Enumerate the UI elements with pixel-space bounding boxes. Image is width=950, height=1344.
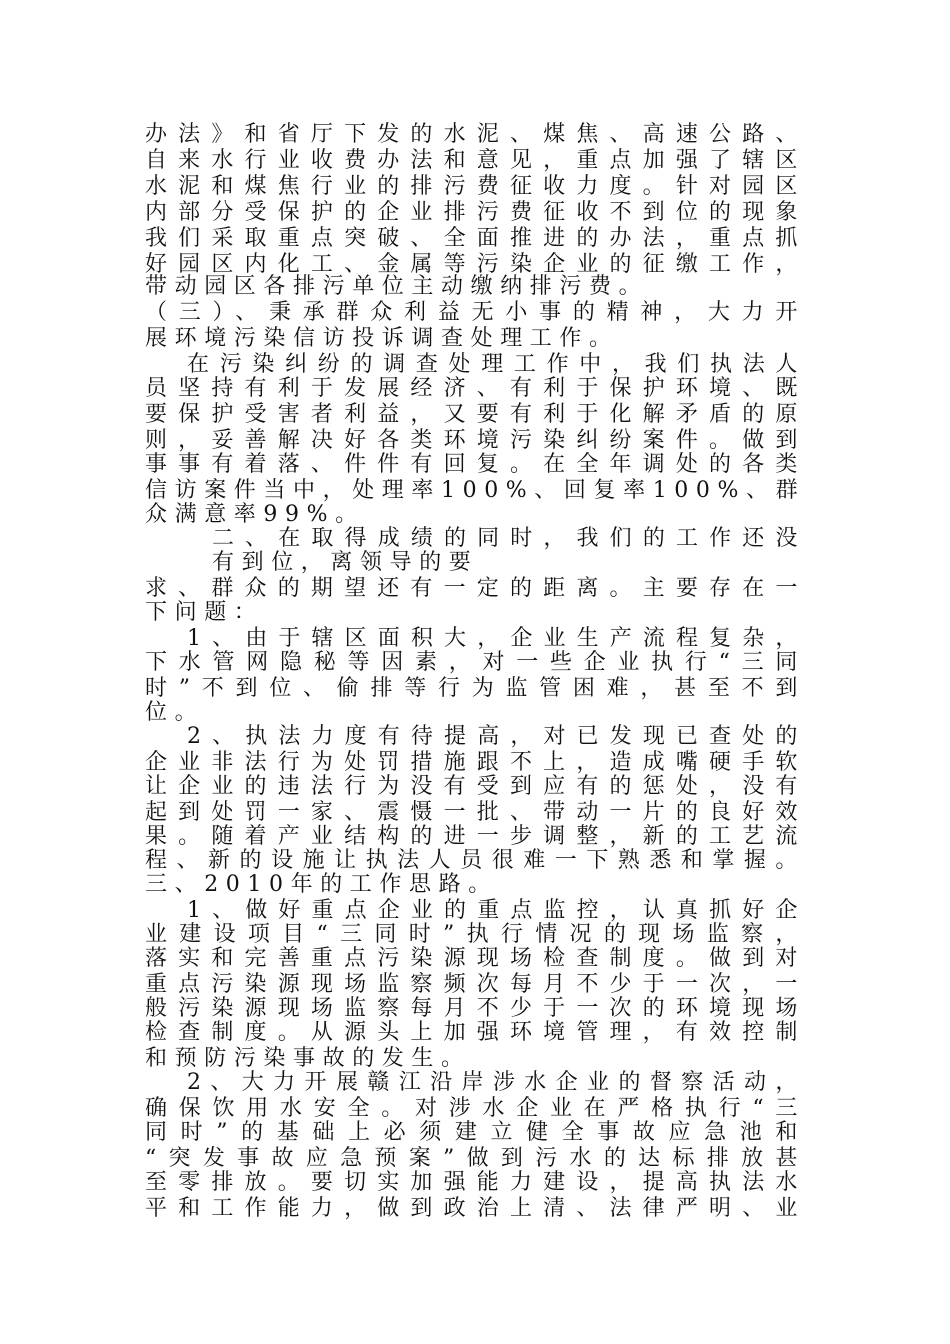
text-line: 平和工作能力，做到政治上清、法律严明、业 bbox=[145, 1196, 805, 1221]
text-line: 和预防污染事故的发生。 bbox=[145, 1046, 471, 1071]
text-line: 内部分受保护的企业排污费征收不到位的现象 bbox=[145, 200, 805, 225]
text-line: 好园区内化工、金属等污染企业的征缴工作， bbox=[145, 252, 805, 277]
text-line: 自来水行业收费办法和意见，重点加强了辖区 bbox=[145, 148, 805, 173]
section-heading: 二、在取得成绩的同时，我们的工作还没 bbox=[212, 526, 805, 551]
section-heading: 有到位，离领导的要 bbox=[212, 550, 479, 575]
text-line: 同时”的基础上必须建立健全事故应急池和 bbox=[145, 1120, 805, 1145]
text-line: 要保护受害者利益，又要有利于化解矛盾的原 bbox=[145, 402, 805, 427]
section-heading: 展环境污染信访投诉调查处理工作。 bbox=[145, 326, 619, 351]
text-line: 让企业的违法行为没有受到应有的惩处，没有 bbox=[145, 774, 805, 799]
text-line: 企业非法行为处罚措施跟不上，造成嘴硬手软 bbox=[145, 750, 805, 775]
text-line: 落实和完善重点污染源现场检查制度。做到对 bbox=[145, 946, 805, 971]
text-line: 水泥和煤焦行业的排污费征收力度。针对园区 bbox=[145, 174, 805, 199]
text-line: 重点污染源现场监察频次每月不少于一次，一 bbox=[145, 972, 805, 997]
text-line: 带动园区各排污单位主动缴纳排污费。 bbox=[145, 274, 649, 299]
text-line: 果。随着产业结构的进一步调整，新的工艺流 bbox=[145, 824, 805, 849]
text-line: 时”不到位、偷排等行为监管困难，甚至不到 bbox=[145, 676, 805, 701]
text-line: 2、执法力度有待提高，对已发现已查处的 bbox=[187, 724, 805, 749]
text-line: 检查制度。从源头上加强环境管理，有效控制 bbox=[145, 1020, 805, 1045]
text-line: 至零排放。要切实加强能力建设，提高执法水 bbox=[145, 1170, 805, 1195]
text-line: “突发事故应急预案”做到污水的达标排放甚 bbox=[145, 1146, 805, 1171]
text-line: 下问题： bbox=[145, 600, 264, 625]
section-heading: 三、2010年的工作思路。 bbox=[145, 872, 498, 897]
text-line: 1、由于辖区面积大，企业生产流程复杂， bbox=[187, 626, 805, 651]
text-line: 办法》和省厅下发的水泥、煤焦、高速公路、 bbox=[145, 122, 805, 147]
text-line: 1、做好重点企业的重点监控，认真抓好企 bbox=[187, 898, 805, 923]
text-line: 般污染源现场监察每月不少于一次的环境现场 bbox=[145, 996, 805, 1021]
text-line: 信访案件当中，处理率100%、回复率100%、群 bbox=[145, 478, 806, 503]
text-line: 我们采取重点突破、全面推进的办法，重点抓 bbox=[145, 226, 805, 251]
text-line: 2、大力开展赣江沿岸涉水企业的督察活动， bbox=[187, 1070, 805, 1095]
text-line: 程、新的设施让执法人员很难一下熟悉和掌握。 bbox=[145, 848, 805, 873]
text-line: 业建设项目“三同时”执行情况的现场监察， bbox=[145, 922, 805, 947]
section-heading: （三）、秉承群众利益无小事的精神，大力开 bbox=[145, 300, 805, 325]
text-line: 员坚持有利于发展经济、有利于保护环境、既 bbox=[145, 376, 805, 401]
text-line: 事事有着落、件件有回复。在全年调处的各类 bbox=[145, 452, 805, 477]
text-line: 则，妥善解决好各类环境污染纠纷案件。做到 bbox=[145, 428, 805, 453]
text-line: 下水管网隐秘等因素，对一些企业执行“三同 bbox=[145, 650, 805, 675]
text-line: 众满意率99%。 bbox=[145, 502, 365, 527]
text-line: 在污染纠纷的调查处理工作中，我们执法人 bbox=[187, 352, 805, 377]
text-line: 求、群众的期望还有一定的距离。主要存在一 bbox=[145, 576, 805, 601]
text-line: 位。 bbox=[145, 700, 205, 725]
text-line: 确保饮用水安全。对涉水企业在严格执行“三 bbox=[145, 1096, 805, 1121]
text-line: 起到处罚一家、震慑一批、带动一片的良好效 bbox=[145, 800, 805, 825]
